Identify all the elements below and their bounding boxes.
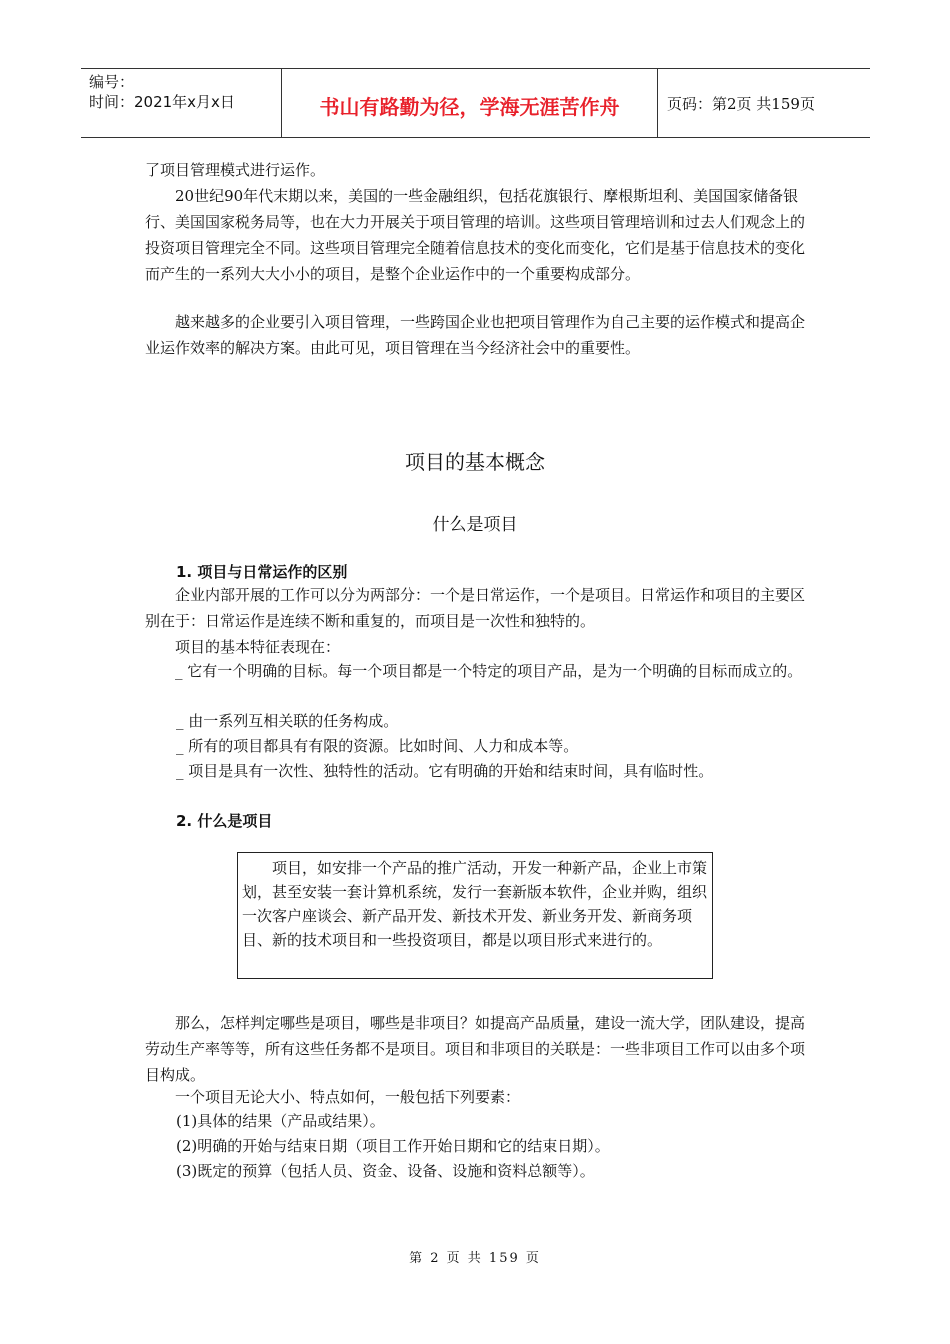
header-motto-cell [282,69,658,137]
project-examples-box [237,852,713,979]
feature-bullet-3: _ 所有的项目都具有有限的资源。比如时间、人力和成本等。 [176,737,579,755]
element-item-2: (2)明确的开始与结束日期（项目工作开始日期和它的结束日期）。 [176,1137,610,1155]
section-heading: 什么是项目 [432,515,518,535]
document-time-label: 时间：2021年x月x日 [89,93,235,111]
header-page-number: 页码：第2页 共159页 [667,95,815,113]
section1-paragraph-2: 项目的基本特征表现在： [175,638,341,656]
header-meta-cell [81,69,282,137]
page-footer: 第 2 页 共 159 页 [409,1251,541,1266]
document-number-label: 编号： [89,73,135,91]
project-examples-text: 项目，如安排一个产品的推广活动，开发一种新产品，企业上市策划，甚至安装一套计算机系统，发行一套新版本软件，企业并购，组织一次客户座谈会、新产品开发、新技术开发、新业务开发、新商务项目、新的技术项目和一些投资项目，都是以项目形式来进行的。 [242,859,708,949]
section2-paragraph-1: 那么，怎样判定哪些是项目，哪些是非项目？如提高产品质量，建设一流大学，团队建设，提高劳动生产率等等，所有这些任务都不是项目。项目和非项目的关联是：一些非项目工作可以由多个项目构成。 [145,1014,806,1084]
intro-paragraph-2: 20世纪90年代末期以来，美国的一些金融组织，包括花旗银行、摩根斯坦利、美国国家储备银行、美国国家税务局等，也在大力开展关于项目管理的培训。这些项目管理培训和过去人们观念上的投资项目管理完全不同。这些项目管理完全随着信息技术的变化而变化，它们是基于信息技术的变化而产生的一系列大大小小的项目，是整个企业运作中的一个重要构成部分。 [145,187,806,283]
feature-bullet-4: _ 项目是具有一次性、独特性的活动。它有明确的开始和结束时间，具有临时性。 [176,762,714,780]
element-item-3: (3)既定的预算（包括人员、资金、设备、设施和资料总额等）。 [176,1162,595,1180]
element-item-1: (1)具体的结果（产品或结果）。 [176,1112,385,1130]
intro-paragraph-1: 了项目管理模式进行运作。 [145,161,326,179]
feature-bullet-1: _ 它有一个明确的目标。每一个项目都是一个特定的项目产品，是为一个明确的目标而成立的。 [175,662,803,680]
section2-paragraph-2: 一个项目无论大小、特点如何，一般包括下列要素： [175,1088,521,1106]
subsection-heading-1: 1. 项目与日常运作的区别 [176,563,348,581]
page-header [81,68,870,138]
intro-paragraph-3: 越来越多的企业要引入项目管理，一些跨国企业也把项目管理作为自己主要的运作模式和提高企业运作效率的解决方案。由此可见，项目管理在当今经济社会中的重要性。 [145,313,806,357]
section1-paragraph-1: 企业内部开展的工作可以分为两部分：一个是日常运作，一个是项目。日常运作和项目的主要区别在于：日常运作是连续不断和重复的，而项目是一次性和独特的。 [145,586,806,630]
subsection-heading-2: 2. 什么是项目 [176,812,273,830]
feature-bullet-2: _ 由一系列互相关联的任务构成。 [176,712,399,730]
header-page-cell [658,69,870,137]
chapter-heading: 项目的基本概念 [405,450,545,474]
header-motto: 书山有路勤为径，学海无涯苦作舟 [319,95,620,119]
